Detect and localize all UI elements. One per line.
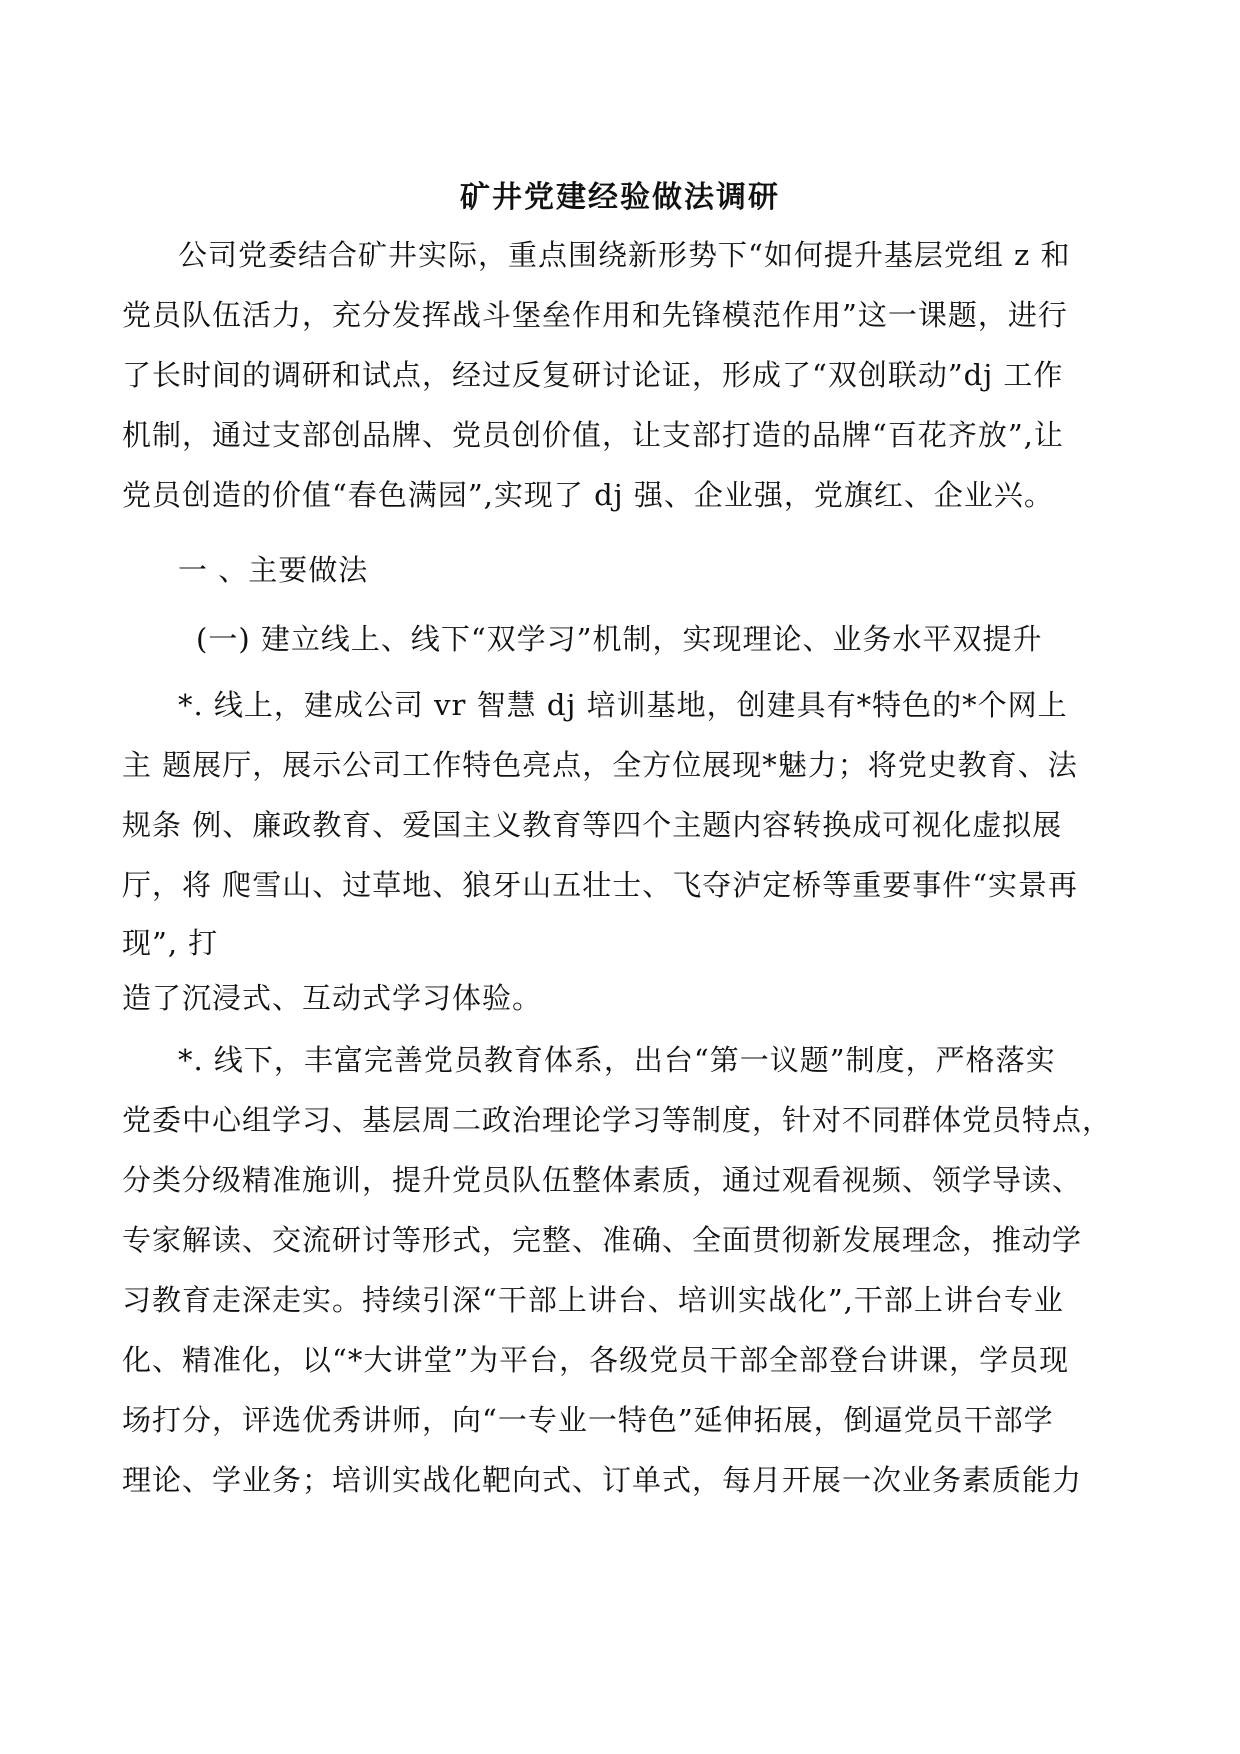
paragraph-line: *. 线上，建成公司 vr 智慧 dj 培训基地，创建具有*特色的*个网上 xyxy=(178,688,1068,722)
item-1-paragraph xyxy=(122,675,1122,1025)
document-title: 矿井党建经验做法调研 xyxy=(460,180,780,215)
paragraph-line: 场打分，评选优秀讲师，向“一专业一特色”延伸拓展，倒逼党员干部学 xyxy=(122,1403,1054,1437)
paragraph-line: *. 线下，丰富完善党员教育体系，出台“第一议题”制度，严格落实 xyxy=(178,1043,1056,1077)
section-heading: 一 、主要做法 xyxy=(178,553,369,587)
paragraph-line: 造了沉浸式、互动式学习体验。 xyxy=(122,981,543,1015)
paragraph-line: 厅，将 爬雪山、过草地、狼牙山五壮士、飞夺泸定桥等重要事件“实景再 xyxy=(122,868,1079,902)
intro-paragraph xyxy=(122,225,1122,525)
paragraph-line: 分类分级精准施训，提升党员队伍整体素质，通过观看视频、领学导读、 xyxy=(122,1163,1083,1197)
paragraph-line: 规条 例、廉政教育、爱国主义教育等四个主题内容转换成可视化虚拟展 xyxy=(122,808,1063,842)
paragraph-line: 党员队伍活力，充分发挥战斗堡垒作用和先锋模范作用”这一课题，进行 xyxy=(122,298,1068,332)
paragraph-line: 专家解读、交流研讨等形式，完整、准确、全面贯彻新发展理念，推动学 xyxy=(122,1223,1083,1257)
item-2-paragraph xyxy=(122,1030,1122,1510)
paragraph-line: 了长时间的调研和试点，经过反复研讨论证，形成了“双创联动”dj 工作 xyxy=(122,358,1064,392)
paragraph-line: 化、精准化，以“*大讲堂”为平台，各级党员干部全部登台讲课，学员现 xyxy=(122,1343,1070,1377)
paragraph-line: 现”, 打 xyxy=(122,926,219,960)
subsection-heading: (一) 建立线上、线下“双学习”机制，实现理论、业务水平双提升 xyxy=(196,622,1043,656)
paragraph-line: 习教育走深走实。持续引深“干部上讲台、培训实战化”,干部上讲台专业 xyxy=(122,1283,1064,1317)
paragraph-line: 机制，通过支部创品牌、党员创价值，让支部打造的品牌“百花齐放”,让 xyxy=(122,418,1064,452)
paragraph-line: 理论、学业务；培训实战化靶向式、订单式，每月开展一次业务素质能力 xyxy=(122,1463,1083,1497)
paragraph-line: 党委中心组学习、基层周二政治理论学习等制度，针对不同群体党员特点， xyxy=(122,1103,1113,1137)
paragraph-line: 公司党委结合矿井实际，重点围绕新形势下“如何提升基层党组 z 和 xyxy=(178,238,1071,272)
paragraph-line: 党员创造的价值“春色满园”,实现了 dj 强、企业强，党旗红、企业兴。 xyxy=(122,478,1054,512)
paragraph-line: 主 题展厅，展示公司工作特色亮点，全方位展现*魅力；将党史教育、法 xyxy=(122,748,1078,782)
